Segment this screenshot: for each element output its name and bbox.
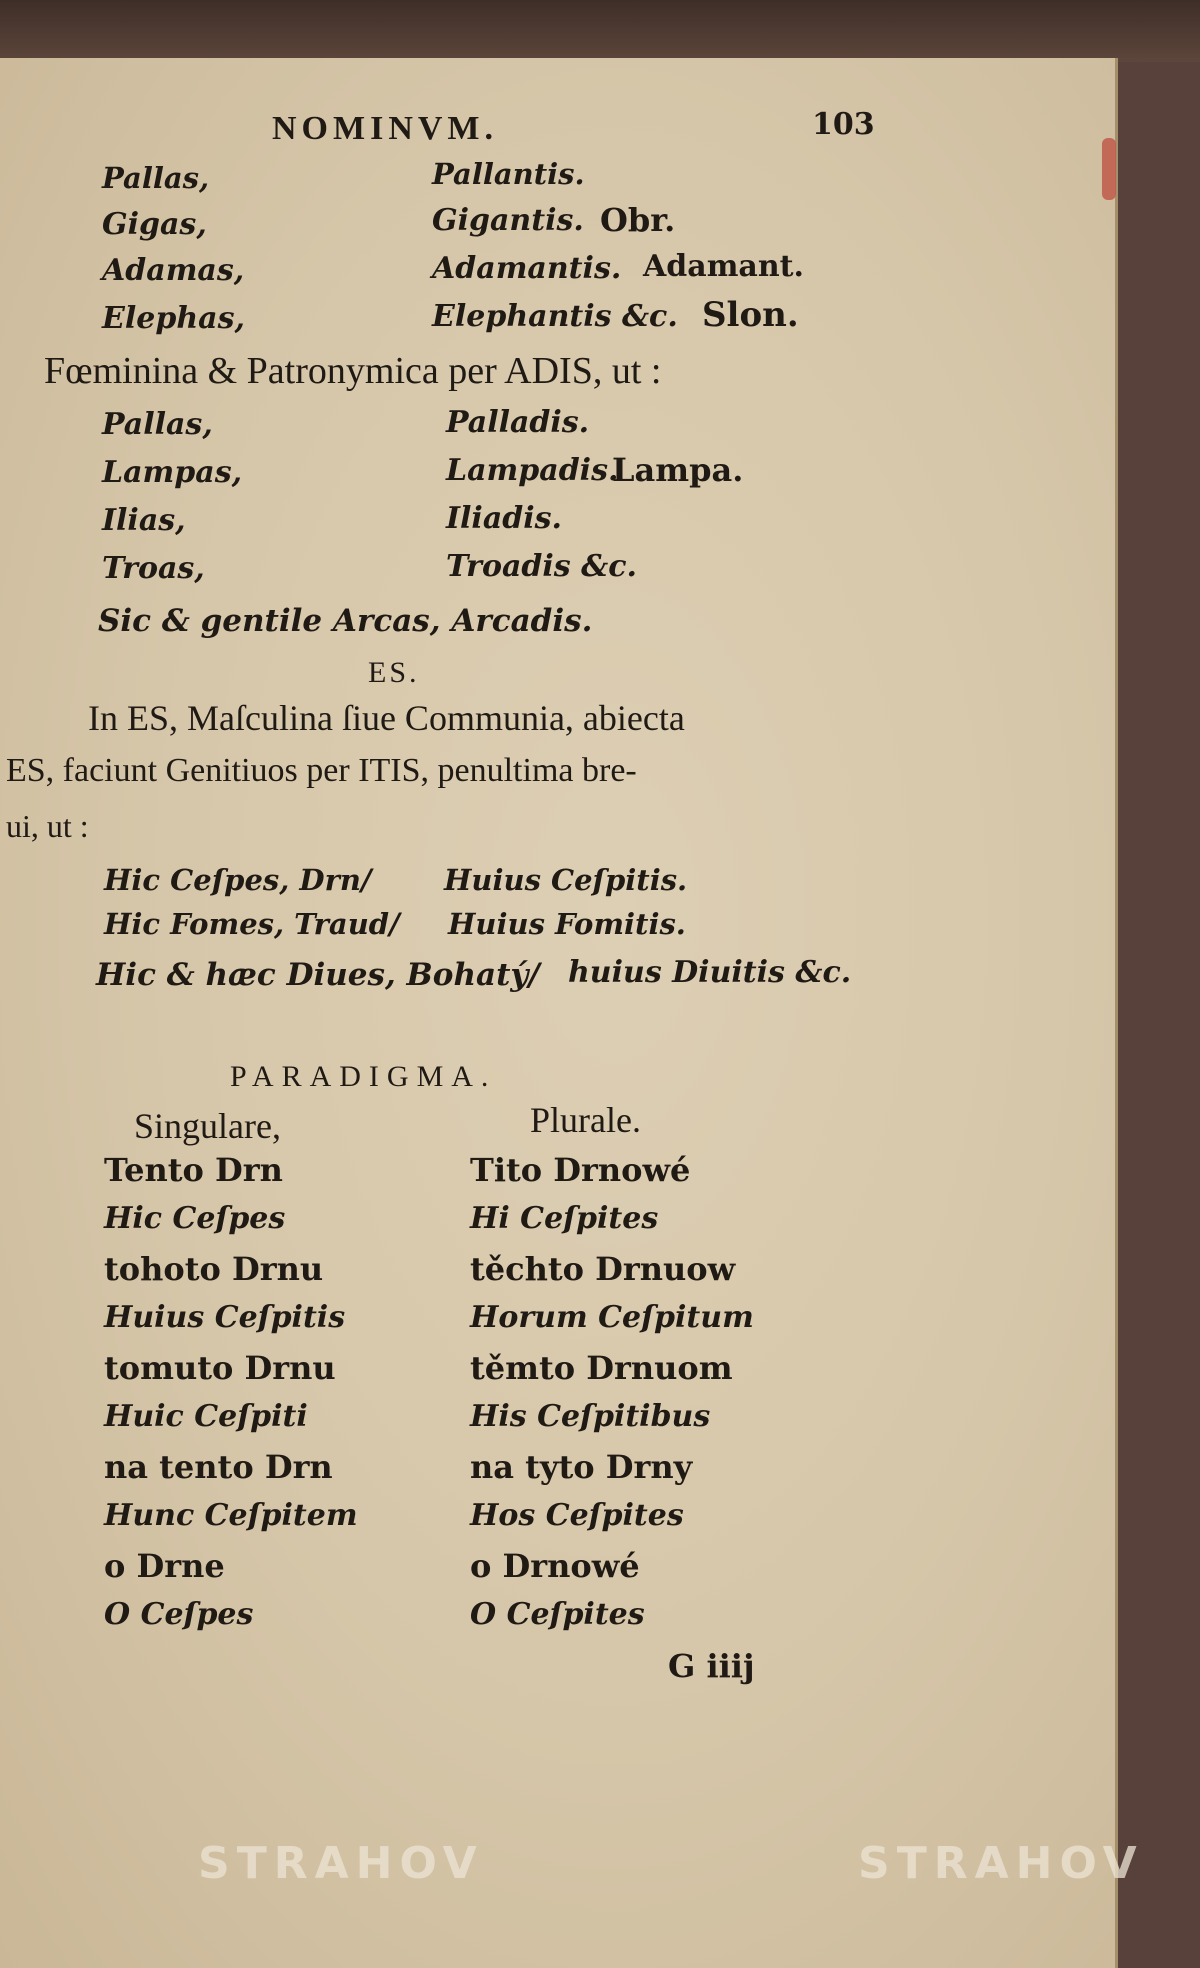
list-item: Troas,: [102, 551, 205, 586]
paradigm-plural-cell: těchto Drnuow: [470, 1250, 736, 1288]
page-edge: [1102, 138, 1116, 200]
list-item: Gigantis.: [432, 203, 584, 238]
list-item: Troadis &c.: [446, 549, 637, 584]
paradigm-singular-cell: Hic Ceſpes: [104, 1201, 286, 1236]
list-item: Sic & gentile Arcas, Arcadis.: [98, 603, 593, 639]
signature-mark: G iiij: [668, 1647, 755, 1685]
book-page: [0, 58, 1118, 1968]
example-nominative: Hic Fomes, Traud/: [104, 907, 400, 941]
paradigm-plural-cell: těmto Drnuom: [470, 1349, 733, 1387]
watermark: STRAHOV: [858, 1838, 1144, 1889]
example-nominative: Hic Ceſpes, Drn/: [104, 863, 372, 897]
list-item: Pallas,: [102, 407, 213, 442]
list-item: Adamantis.: [432, 251, 622, 286]
paragraph-line: ES, faciunt Genitiuos per ITIS, penultima bre-: [6, 752, 637, 789]
background: [0, 0, 1200, 62]
czech-gloss: Slon.: [702, 295, 799, 335]
paradigm-plural-cell: His Ceſpitibus: [470, 1399, 711, 1434]
section-heading: ES.: [368, 656, 420, 689]
section-heading: Fœminina & Patronymica per ADIS, ut :: [44, 350, 662, 392]
list-item: Pallas,: [102, 161, 210, 195]
paradigm-singular-cell: Tento Drn: [104, 1151, 283, 1189]
paradigm-plural-cell: Hi Ceſpites: [470, 1201, 659, 1236]
list-item: Pallantis.: [432, 157, 585, 191]
list-item: Iliadis.: [446, 501, 562, 536]
example-nominative: Hic & hæc Diues, Bohatý/: [96, 957, 540, 993]
paradigm-plural-cell: O Ceſpites: [470, 1597, 645, 1632]
list-item: Ilias,: [102, 503, 186, 538]
example-genitive: Huius Fomitis.: [448, 907, 686, 941]
list-item: Adamas,: [102, 253, 245, 288]
paradigm-singular-cell: Hunc Ceſpitem: [104, 1498, 358, 1533]
watermark: STRAHOV: [198, 1838, 484, 1889]
column-header-plural: Plurale.: [530, 1100, 641, 1140]
list-item: Lampadis.: [446, 453, 619, 488]
example-genitive: Huius Ceſpitis.: [444, 863, 688, 897]
list-item: Elephas,: [102, 301, 245, 336]
paradigm-plural-cell: Horum Ceſpitum: [470, 1300, 754, 1335]
example-genitive: huius Diuitis &c.: [568, 955, 852, 990]
list-item: Elephantis &c.: [432, 299, 678, 334]
list-item: Gigas,: [102, 207, 207, 242]
running-title: NOMINVM.: [272, 110, 499, 147]
column-header-singular: Singulare,: [134, 1106, 281, 1146]
paragraph-line: ui, ut :: [6, 808, 89, 844]
page-number: 103: [812, 107, 875, 142]
list-item: Palladis.: [446, 405, 590, 440]
paradigm-plural-cell: Tito Drnowé: [470, 1151, 691, 1189]
paradigm-singular-cell: tomuto Drnu: [104, 1349, 336, 1387]
paradigm-singular-cell: o Drne: [104, 1547, 225, 1585]
paradigm-plural-cell: o Drnowé: [470, 1547, 640, 1585]
paradigm-singular-cell: Huius Ceſpitis: [104, 1300, 346, 1335]
paradigm-title: PARADIGMA.: [230, 1060, 497, 1093]
paradigm-singular-cell: O Ceſpes: [104, 1597, 254, 1632]
czech-gloss: Obr.: [600, 201, 676, 239]
paradigm-plural-cell: Hos Ceſpites: [470, 1498, 684, 1533]
paradigm-singular-cell: Huic Ceſpiti: [104, 1399, 308, 1434]
paradigm-singular-cell: na tento Drn: [104, 1448, 333, 1486]
list-item: Lampas,: [102, 455, 243, 490]
paradigm-plural-cell: na tyto Drny: [470, 1448, 693, 1486]
paragraph-line: In ES, Maſculina ſiue Communia, abiecta: [88, 698, 685, 738]
czech-gloss: Adamant.: [643, 249, 804, 284]
czech-gloss: Lampa.: [612, 451, 744, 489]
paradigm-singular-cell: tohoto Drnu: [104, 1250, 324, 1288]
